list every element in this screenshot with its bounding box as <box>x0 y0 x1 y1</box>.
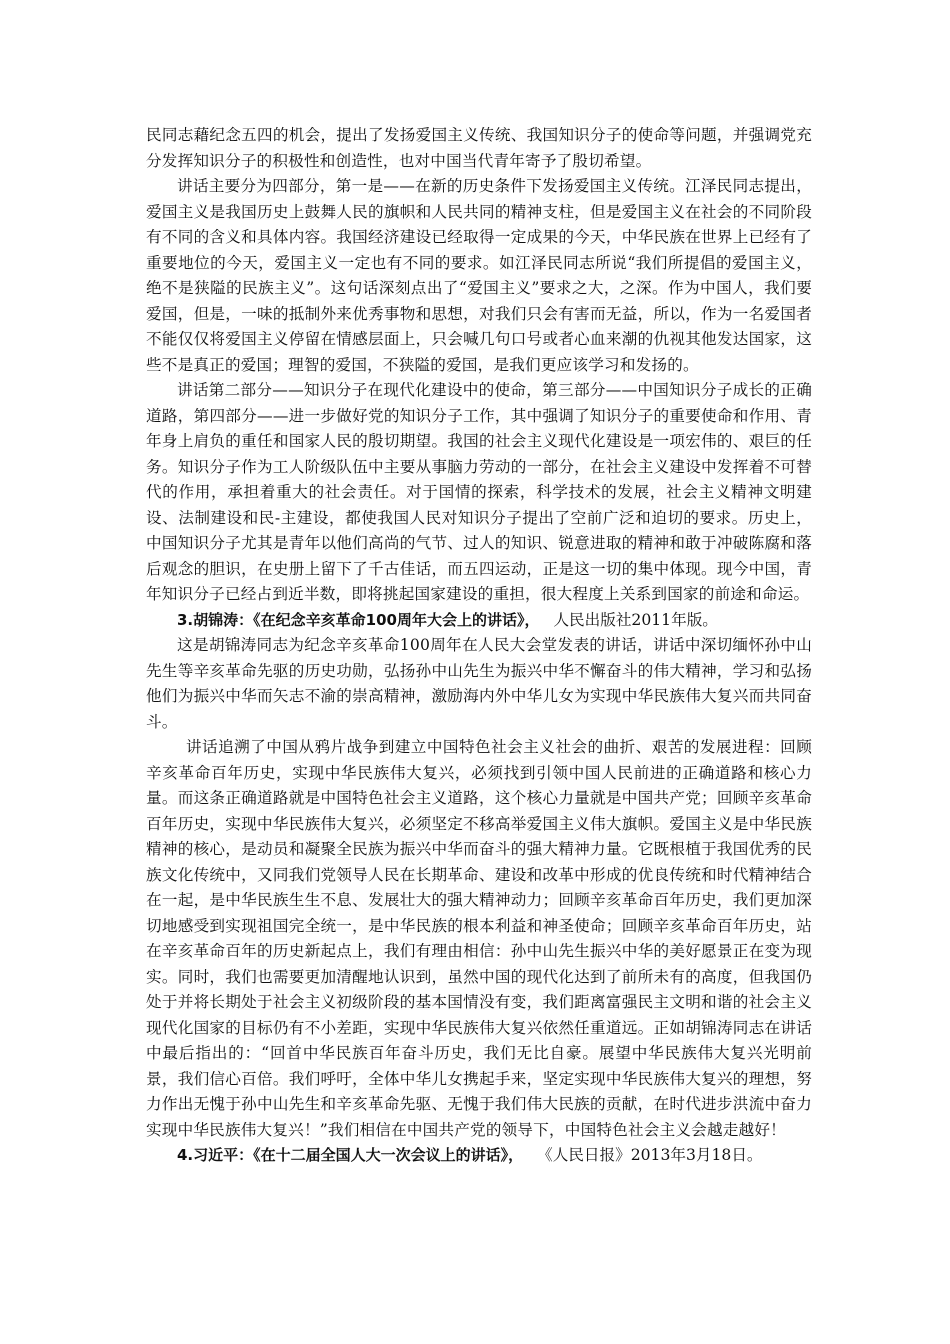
reference-3-source: 人民出版社2011年版。 <box>553 610 718 629</box>
paragraph-hu-speech-summary: 这是胡锦涛同志为纪念辛亥革命100周年在人民大会堂发表的讲话，讲话中深切缅怀孙中山先生等辛亥革命先驱的历史功勋，弘扬孙中山先生为振兴中华不懈奋斗的伟大精神，学习和弘扬他们为振兴中华而矢志不渝的崇高精神，激励海内外中华儿女为实现中华民族伟大复兴而共同奋斗。 <box>146 636 812 731</box>
paragraph-part-one: 讲话主要分为四部分，第一是——在新的历史条件下发扬爱国主义传统。江泽民同志提出，爱国主义是我国历史上鼓舞人民的旗帜和人民共同的精神支柱，但是爱国主义在社会的不同阶段有不同的含义和具体内容。我国经济建设已经取得一定成果的今天，中华民族在世界上已经有了重要地位的今天，爱国主义一定也有不同的要求。如江泽民同志所说“我们所提倡的爱国主义，绝不是狭隘的民族主义”。这句话深刻点出了“爱国主义”要求之大，之深。作为中国人，我们要爱国，但是，一味的抵制外来优秀事物和思想，对我们只会有害而无益，所以，作为一名爱国者不能仅仅将爱国主义停留在情感层面上，只会喊几句口号或者心血来潮的仇视其他发达国家，这些不是真正的爱国；理智的爱国，不狭隘的爱国，是我们更应该学习和发扬的。 <box>146 177 812 374</box>
reference-3 <box>146 608 812 634</box>
reference-4-source: 《人民日报》2013年3月18日。 <box>537 1146 763 1164</box>
paragraph-intro-continued: 民同志藉纪念五四的机会，提出了发扬爱国主义传统、我国知识分子的使命等问题，并强调党充分发挥知识分子的积极性和创造性，也对中国当代青年寄予了殷切希望。 <box>146 126 812 170</box>
document-body <box>146 123 812 1169</box>
reference-4 <box>146 1143 812 1169</box>
paragraph-hu-speech-analysis: 讲话追溯了中国从鸦片战争到建立中国特色社会主义社会的曲折、艰苦的发展进程：回顾辛亥革命百年历史，实现中华民族伟大复兴，必须找到引领中国人民前进的正确道路和核心力量。而这条正确道路就是中国特色社会主义道路，这个核心力量就是中国共产党；回顾辛亥革命百年历史，实现中华民族伟大复兴，必须坚定不移高举爱国主义伟大旗帜。爱国主义是中华民族精神的核心，是动员和凝聚全民族为振兴中华而奋斗的强大精神力量。它既根植于我国优秀的民族文化传统中，又同我们党领导人民在长期革命、建设和改革中形成的优良传统和时代精神结合在一起，是中华民族生生不息、发展壮大的强大精神动力；回顾辛亥革命百年历史，我们更加深切地感受到实现祖国完全统一，是中华民族的根本利益和神圣使命；回顾辛亥革命百年历史，站在辛亥革命百年的历史新起点上，我们有理由相信：孙中山先生振兴中华的美好愿景正在变为现实。同时，我们也需要更加清醒地认识到，虽然中国的现代化达到了前所未有的高度，但我国仍处于并将长期处于社会主义初级阶段的基本国情没有变，我们距离富强民主文明和谐的社会主义现代化国家的目标仍有不小差距，实现中华民族伟大复兴依然任重道远。正如胡锦涛同志在讲话中最后指出的：“回首中华民族百年奋斗历史，我们无比自豪。展望中华民族伟大复兴光明前景，我们信心百倍。我们呼吁，全体中华儿女携起手来，坚定实现中华民族伟大复兴的理想，努力作出无愧于孙中山先生和辛亥革命先驱、无愧于我们伟大民族的贡献，在时代进步洪流中奋力实现中华民族伟大复兴！”我们相信在中国共产党的领导下，中国特色社会主义会越走越好！ <box>146 738 812 1139</box>
reference-3-title: 3.胡锦涛：《在纪念辛亥革命100周年大会上的讲话》， <box>177 610 540 629</box>
reference-4-title: 4.习近平：《在十二届全国人大一次会议上的讲话》， <box>177 1146 524 1164</box>
paragraph-parts-two-to-four: 讲话第二部分——知识分子在现代化建设中的使命，第三部分——中国知识分子成长的正确道路，第四部分——进一步做好党的知识分子工作，其中强调了知识分子的重要使命和作用、青年身上肩负的重任和国家人民的殷切期望。我国的社会主义现代化建设是一项宏伟的、艰巨的任务。知识分子作为工人阶级队伍中主要从事脑力劳动的一部分，在社会主义建设中发挥着不可替代的作用，承担着重大的社会责任。对于国情的探索，科学技术的发展，社会主义精神文明建设、法制建设和民-主建设，都使我国人民对知识分子提出了空前广泛和迫切的要求。历史上，中国知识分子尤其是青年以他们高尚的气节、过人的知识、锐意进取的精神和敢于冲破陈腐和落后观念的胆识，在史册上留下了千古佳话，而五四运动，正是这一切的集中体现。现今中国，青年知识分子已经占到近半数，即将挑起国家建设的重担，很大程度上关系到国家的前途和命运。 <box>146 381 812 603</box>
